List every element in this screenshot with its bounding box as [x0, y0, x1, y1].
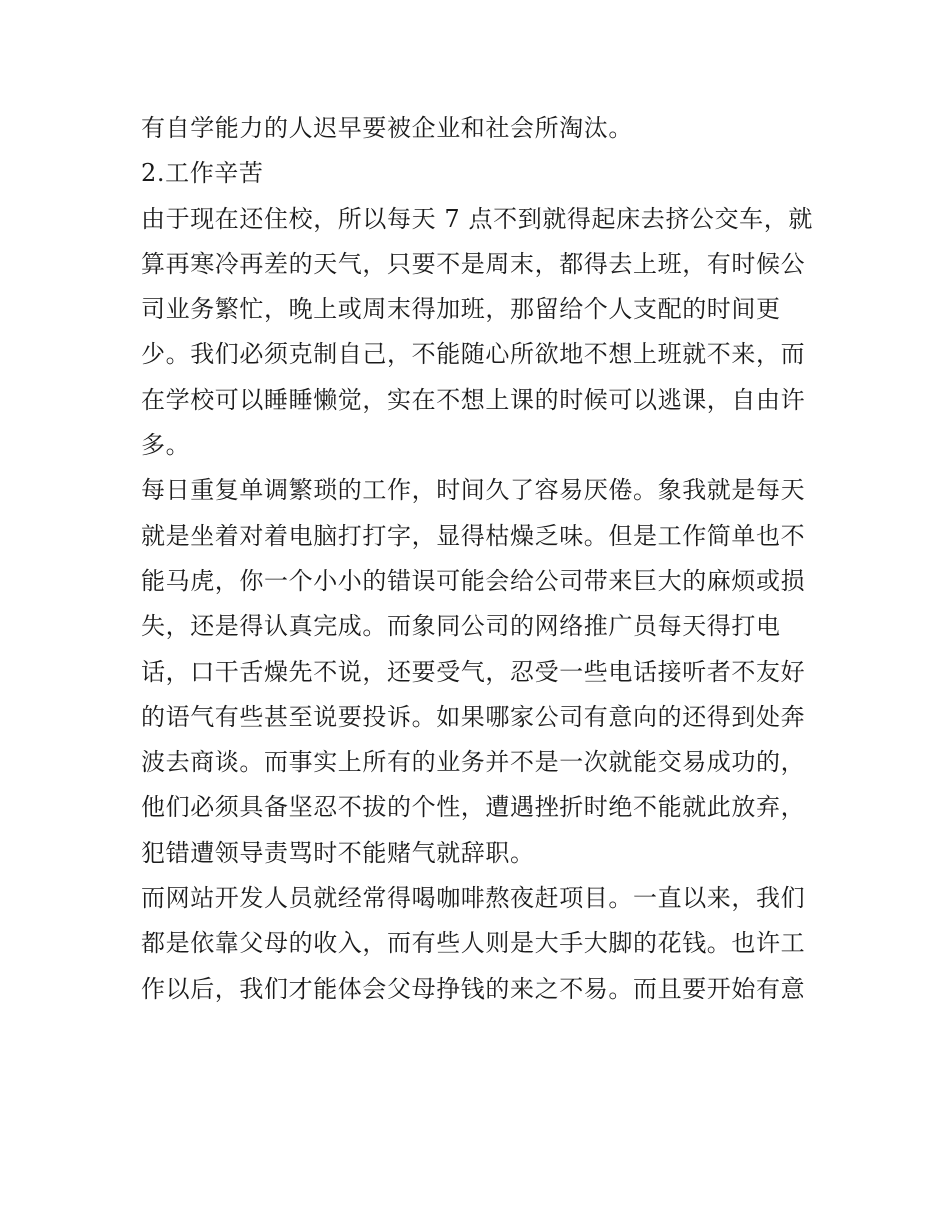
- text-line: 司业务繁忙，晚上或周末得加班，那留给个人支配的时间更: [141, 295, 781, 324]
- text-line: 失，还是得认真完成。而象同公司的网络推广员每天得打电: [141, 612, 781, 641]
- text-line: 波去商谈。而事实上所有的业务并不是一次就能交易成功的，: [141, 748, 806, 777]
- text-line: 少。我们必须克制自己，不能随心所欲地不想上班就不来，而: [141, 340, 806, 369]
- body-text: [141, 106, 821, 1012]
- text-line: 多。: [141, 431, 191, 460]
- text-line: 的语气有些甚至说要投诉。如果哪家公司有意向的还得到处奔: [141, 702, 806, 731]
- text-line: 而网站开发人员就经常得喝咖啡熬夜赶项目。一直以来，我们: [141, 884, 806, 913]
- section-heading: 2.工作辛苦: [141, 159, 264, 188]
- text-line: 每日重复单调繁琐的工作，时间久了容易厌倦。象我就是每天: [141, 476, 806, 505]
- text-line: 有自学能力的人迟早要被企业和社会所淘汰。: [141, 114, 633, 142]
- text-line: 算再寒冷再差的天气，只要不是周末，都得去上班，有时候公: [141, 249, 806, 278]
- text-line: 就是坐着对着电脑打打字，显得枯燥乏味。但是工作简单也不: [141, 521, 806, 550]
- text-line: 在学校可以睡睡懒觉，实在不想上课的时候可以逃课，自由许: [141, 385, 806, 414]
- text-line: 他们必须具备坚忍不拔的个性，遭遇挫折时绝不能就此放弃，: [141, 793, 806, 822]
- text-line: 由于现在还住校，所以每天 7 点不到就得起床去挤公交车，就: [141, 204, 813, 233]
- text-line: 犯错遭领导责骂时不能赌气就辞职。: [141, 838, 535, 867]
- text-line: 作以后，我们才能体会父母挣钱的来之不易。而且要开始有意: [141, 974, 806, 1003]
- text-line: 话，口干舌燥先不说，还要受气，忍受一些电话接听者不友好: [141, 657, 806, 686]
- text-line: 能马虎，你一个小小的错误可能会给公司带来巨大的麻烦或损: [141, 566, 806, 595]
- text-line: 都是依靠父母的收入，而有些人则是大手大脚的花钱。也许工: [141, 929, 806, 958]
